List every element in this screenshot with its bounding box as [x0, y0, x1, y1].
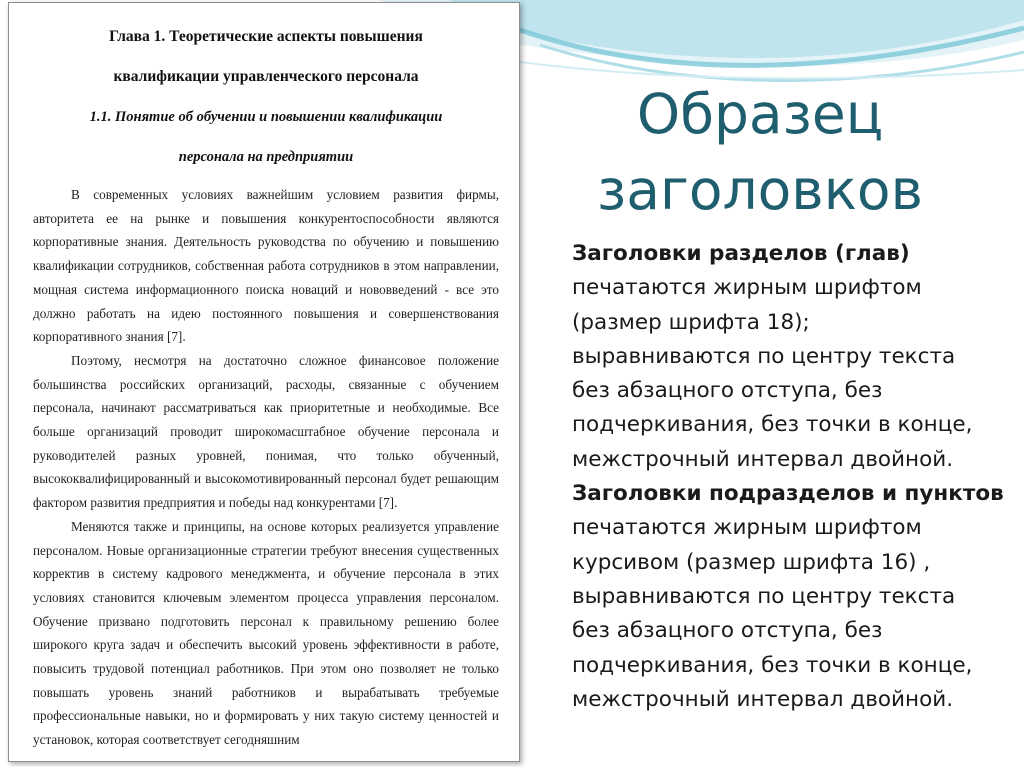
- description-line: (размер шрифта 18);: [572, 309, 810, 335]
- description-line: курсивом (размер шрифта 16) ,: [572, 549, 931, 575]
- description-line: печатаются жирным шрифтом: [572, 275, 922, 301]
- document-paragraph: Меняются также и принципы, на основе которых реализуется управление персоналом. Новые организационные стратегии требуют внесения существенных корректив в систему кадрового менеджмента, и обучение персонала в этих условиях становится ключевым элементом процесса управления персоналом. Обучение призвано подготовить персонал к правильному решению более широкого круга задач и обеспечить высокий уровень эффективности в работе, повысить трудовой потенциал работников. При этом оно позволяет не только повышать уровень знаний работников и вырабатывать требуемые профессиональные навыки, но и формировать у них такую систему ценностей и установок, которая соответствует сегодняшним: [33, 518, 499, 748]
- description-line: выравниваются по центру текста: [572, 343, 956, 369]
- slide-title-line2: заголовков: [597, 158, 923, 222]
- document-paragraph: В современных условиях важнейшим условием развития фирмы, авторитета ее на рынке и повышения конкурентоспособности являются корпоративные знания. Деятельность руководства по обучению и повышению квалификации сотрудников, собственная работа сотрудников в этом направлении, мощная система информационного поиска новаций и нововведений - все это должно работать на идею постоянного повышения и совершенствования корпоративного знания [7].: [33, 187, 499, 345]
- slide-title: [560, 76, 960, 228]
- document-page-preview: [8, 2, 520, 762]
- subsection-rule-heading: Заголовки подразделов и пунктов: [572, 481, 1004, 507]
- slide-title-line1: Образец: [636, 82, 884, 146]
- description-line: межстрочный интервал двойной.: [572, 446, 954, 472]
- chapter-title-line2: квалификации управленческого персонала: [113, 68, 419, 85]
- description-line: без абзацного отступа, без: [572, 378, 883, 404]
- slide-description: [572, 237, 1012, 717]
- chapter-title-line1: Глава 1. Теоретические аспекты повышения: [109, 28, 423, 45]
- section-title-line2: персонала на предприятии: [178, 149, 354, 165]
- description-line: межстрочный интервал двойной.: [572, 686, 954, 712]
- document-paragraph: Поэтому, несмотря на достаточно сложное финансовое положение большинства российских организаций, расходы, связанные с обучением персонала, начинают рассматриваться как приоритетные и необходимые. Все больше организаций проводит широкомасштабное обучение персонала и руководителей разных уровней, понимая, что только обученный, высококвалифицированный и высокомотивированный персонал будет решающим фактором развития предприятия и победы над конкурентами [7].: [33, 352, 499, 511]
- chapter-rule-heading: Заголовки разделов (глав): [572, 241, 910, 266]
- description-line: без абзацного отступа, без: [572, 618, 883, 644]
- section-title-line1: 1.1. Понятие об обучении и повышении квалификации: [89, 109, 443, 125]
- description-line: печатаются жирным шрифтом: [572, 515, 922, 541]
- description-line: подчеркивания, без точки в конце,: [572, 652, 973, 678]
- document-body: [33, 183, 499, 752]
- description-line: подчеркивания, без точки в конце,: [572, 412, 973, 438]
- description-line: выравниваются по центру текста: [572, 583, 956, 609]
